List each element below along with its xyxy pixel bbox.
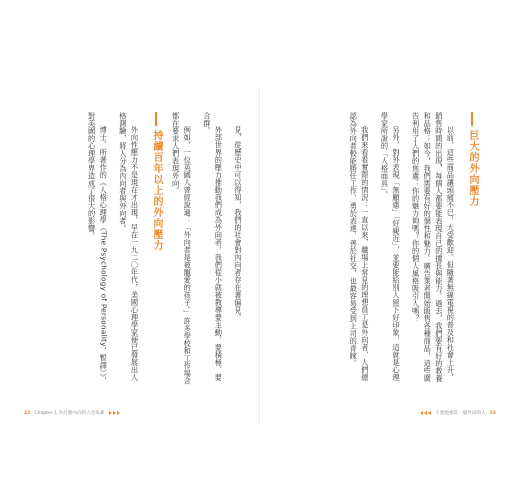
paragraph: 博士、所著作的《人格心理學（The Psychology of Personality，暫譯）》，對美國的心理學界造成了很大的影響。 [87, 112, 109, 385]
right-page [262, 88, 502, 424]
page-number: 22 [24, 410, 31, 416]
running-head: Chapter 1 為什麼內向的人容易累 [34, 411, 105, 416]
left-page [18, 88, 258, 424]
heading-accent-bar [155, 112, 157, 126]
heading-accent-bar [471, 112, 473, 126]
paragraph: 外向性壓力不是現在才出現，早在一九二〇年代，美國心理學家便已發展出人格測驗，將人分為內向者與外向者。 [118, 112, 140, 382]
paragraph: 以前，這些商品讓頭痛不已，大受歡迎。但隨著無線電視的普及和社會上升，銷售時間的出現，每個人都要能表現自己的擅長與能力。過去，我們要有好的教養和品格；如今，我們需要有好的個性和魅力。廣告業者開始販售各種商品，這些廣告利用了人們的焦慮：你的魅力夠嗎？你的個人風格吸引人嗎？ [411, 112, 456, 382]
arrow-ornament-icon [109, 411, 120, 415]
section-heading-text: 巨大的外向壓力 [467, 130, 478, 207]
section-heading-text: 持續百年以上的外向壓力 [151, 130, 163, 251]
right-page-body [312, 112, 480, 388]
section-heading [150, 112, 162, 388]
paragraph: 我們來看看實際的情況：一直以來，職場上常見的理想員工是外向者，人們總認為外向者較能勝任工作、勇於表達、善於社交，也最容易受到上司的青睞。 [349, 112, 370, 382]
paragraph: 外部世界的壓力推動我們成為外向者，我們從小就被教導要主動、要積極、要合群。 [202, 112, 224, 382]
section-heading [466, 112, 478, 388]
paragraph: 例如，一位英國人曾經說過：「外向者是被寵愛的孩子。」許多學校和工作場合都在要求人們表現外向。 [171, 112, 193, 386]
left-page-footer [24, 410, 120, 416]
right-page-footer [420, 410, 496, 416]
arrow-ornament-icon [420, 411, 431, 415]
book-gutter [259, 88, 260, 424]
paragraph: 另外，對外表現「無顧慮」「好親近」，並要能給別人留下好印象，這就是心理學家所說的「人格面具」。 [380, 112, 402, 382]
running-head: 不要勉強當一個外向的人 [435, 411, 486, 416]
book-spread [18, 88, 502, 424]
page-number: 23 [489, 410, 496, 416]
left-page-body [36, 112, 244, 388]
paragraph: 見，從歷史中可以得知，我們的社會對內向者存在著偏見。 [234, 126, 243, 322]
